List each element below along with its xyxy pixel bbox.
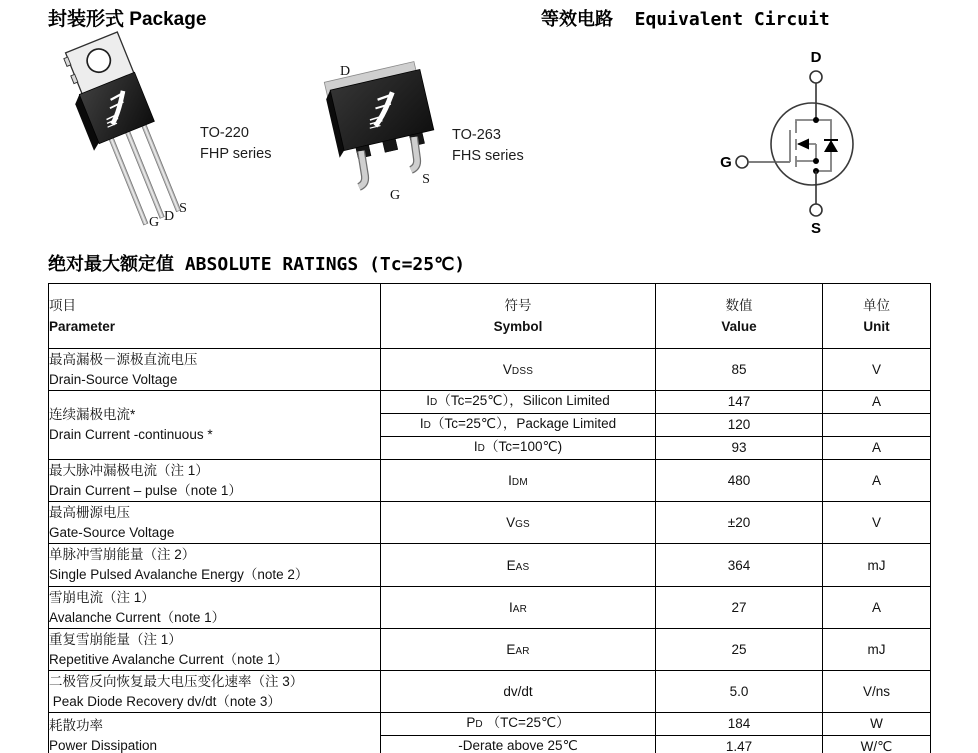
unit-cell: mJ (823, 544, 931, 587)
symbol-sub: D (475, 719, 483, 730)
table-row-vgs (49, 502, 931, 544)
symbol-base: V (506, 515, 516, 530)
package-section-title: 封装形式 Package (48, 9, 207, 30)
equivalent-circuit-section-title: 等效电路 Equivalent Circuit (541, 9, 830, 30)
table-row-eas (49, 544, 931, 587)
param-zh: 最高漏极－源极直流电压 (49, 351, 198, 367)
header-value-en: Value (721, 319, 757, 334)
to220-pin-label-g: G (148, 215, 160, 230)
to263-pin-label-s: S (422, 172, 430, 187)
symbol-base: I (508, 600, 513, 615)
param-zh: 最大脉冲漏极电流（注 1） (49, 462, 209, 478)
header-parameter-en: Parameter (49, 319, 116, 334)
table-row-idm (49, 460, 931, 502)
to220-package-figure (50, 28, 200, 238)
param-cell (49, 502, 381, 544)
symbol-cell (381, 736, 656, 753)
param-en: Drain Current – pulse（note 1） (49, 482, 242, 498)
header-unit-en: Unit (863, 319, 890, 334)
symbol-sub: AS (515, 561, 530, 573)
table-row-id-silicon (49, 391, 931, 414)
symbol-sub: D (423, 420, 432, 431)
symbol-sub: D (429, 397, 438, 408)
ratings-section-title: 绝对最大额定值 ABSOLUTE RATINGS (Tc=25℃) (48, 254, 466, 275)
value-cell: 120 (656, 414, 823, 437)
circuit-terminal-g: G (720, 154, 732, 171)
symbol-cell (381, 502, 656, 544)
symbol-base: dv/dt (503, 684, 533, 699)
symbol-rest: （Tc=100℃) (485, 439, 563, 454)
param-en: Gate-Source Voltage (49, 524, 175, 540)
header-symbol-zh: 符号 (504, 298, 532, 313)
value-cell: 25 (656, 629, 823, 671)
param-en: Power Dissipation (49, 737, 158, 753)
symbol-sub: DSS (511, 366, 534, 377)
table-row-dvdt (49, 671, 931, 713)
param-cell (49, 349, 381, 391)
value-cell: 85 (656, 349, 823, 391)
symbol-sub: D (477, 443, 486, 454)
symbol-cell (381, 671, 656, 713)
header-symbol-en: Symbol (493, 319, 543, 334)
header-parameter-zh: 项目 (49, 298, 76, 313)
param-cell (49, 713, 381, 753)
symbol-cell (381, 437, 656, 460)
header-symbol (381, 284, 656, 349)
symbol-rest: （Tc=25℃），Package Limited (431, 416, 617, 431)
param-en: Avalanche Current（note 1） (49, 609, 226, 625)
unit-cell: A (823, 587, 931, 629)
symbol-sub: DM (511, 477, 528, 488)
symbol-sub: GS (515, 519, 530, 530)
value-cell: ±20 (656, 502, 823, 544)
to220-render (56, 32, 189, 232)
table-row-pd (49, 713, 931, 736)
table-header-row (49, 284, 931, 349)
symbol-cell (381, 544, 656, 587)
param-cell (49, 587, 381, 629)
to220-caption (200, 123, 271, 165)
unit-cell: mJ (823, 629, 931, 671)
to263-pin-label-d: D (339, 64, 351, 79)
to263-name: TO-263 (452, 127, 501, 143)
param-zh: 耗散功率 (49, 717, 103, 733)
symbol-cell (381, 587, 656, 629)
unit-cell: V/ns (823, 671, 931, 713)
value-cell: 480 (656, 460, 823, 502)
param-zh: 重复雪崩能量（注 1） (49, 631, 182, 647)
value-cell: 184 (656, 713, 823, 736)
unit-cell: V (823, 349, 931, 391)
param-en: Repetitive Avalanche Current（note 1） (49, 651, 289, 667)
to220-series: FHP series (200, 146, 272, 162)
to263-pin-label-g: G (389, 188, 401, 203)
symbol-base: -Derate above 25℃ (458, 738, 578, 753)
table-row-vdss (49, 349, 931, 391)
param-cell (49, 460, 381, 502)
symbol-cell (381, 391, 656, 414)
symbol-base: P (466, 715, 476, 730)
symbol-cell (381, 460, 656, 502)
unit-cell (823, 414, 931, 437)
to263-package-figure (310, 55, 460, 215)
param-en: Drain-Source Voltage (49, 371, 178, 387)
value-cell: 93 (656, 437, 823, 460)
param-cell (49, 671, 381, 713)
param-zh: 最高栅源电压 (49, 504, 130, 520)
circuit-terminal-s: S (810, 220, 822, 237)
param-zh: 二极管反向恢复最大电压变化速率（注 3） (49, 673, 304, 689)
param-zh: 雪崩电流（注 1） (49, 589, 155, 605)
value-cell: 5.0 (656, 671, 823, 713)
unit-cell: W/℃ (823, 736, 931, 753)
param-en: Drain Current -continuous * (49, 427, 213, 442)
symbol-cell (381, 414, 656, 437)
table-row-ear (49, 629, 931, 671)
symbol-base: E (506, 557, 516, 573)
symbol-rest: （TC=25℃） (482, 715, 570, 730)
value-cell: 27 (656, 587, 823, 629)
body-diode-icon (824, 140, 838, 152)
symbol-rest: （Tc=25℃），Silicon Limited (437, 393, 610, 408)
value-cell: 1.47 (656, 736, 823, 753)
symbol-base: I (426, 393, 430, 408)
to220-name: TO-220 (200, 125, 249, 141)
unit-cell: A (823, 391, 931, 414)
unit-cell: A (823, 437, 931, 460)
symbol-sub: AR (512, 604, 528, 615)
absolute-ratings-table (48, 283, 931, 753)
symbol-base: E (506, 642, 516, 657)
value-cell: 147 (656, 391, 823, 414)
unit-cell: V (823, 502, 931, 544)
symbol-cell (381, 629, 656, 671)
symbol-base: V (502, 362, 512, 377)
param-zh: 连续漏极电流* (49, 407, 136, 422)
header-value (656, 284, 823, 349)
circuit-terminal-d: D (810, 49, 822, 66)
header-value-zh: 数值 (725, 298, 753, 313)
equivalent-circuit-figure (690, 44, 910, 244)
unit-cell: A (823, 460, 931, 502)
param-cell (49, 544, 381, 587)
symbol-cell (381, 349, 656, 391)
header-unit-zh: 单位 (863, 298, 890, 313)
table-row-iar (49, 587, 931, 629)
to263-series: FHS series (452, 148, 524, 164)
param-cell (49, 391, 381, 460)
symbol-base: I (473, 439, 478, 454)
to263-caption (452, 125, 524, 167)
to220-pin-label-d: D (163, 209, 175, 224)
param-cell (49, 629, 381, 671)
symbol-sub: AR (515, 646, 530, 657)
header-unit (823, 284, 931, 349)
symbol-base: I (419, 416, 424, 431)
symbol-base: I (508, 473, 512, 488)
unit-cell: W (823, 713, 931, 736)
param-zh: 单脉冲雪崩能量（注 2） (49, 547, 196, 562)
header-parameter (49, 284, 381, 349)
param-en: Peak Diode Recovery dv/dt（note 3） (49, 693, 281, 709)
value-cell: 364 (656, 544, 823, 587)
param-en: Single Pulsed Avalanche Energy（note 2） (49, 567, 309, 582)
symbol-cell (381, 713, 656, 736)
to220-pin-label-s: S (179, 201, 187, 216)
